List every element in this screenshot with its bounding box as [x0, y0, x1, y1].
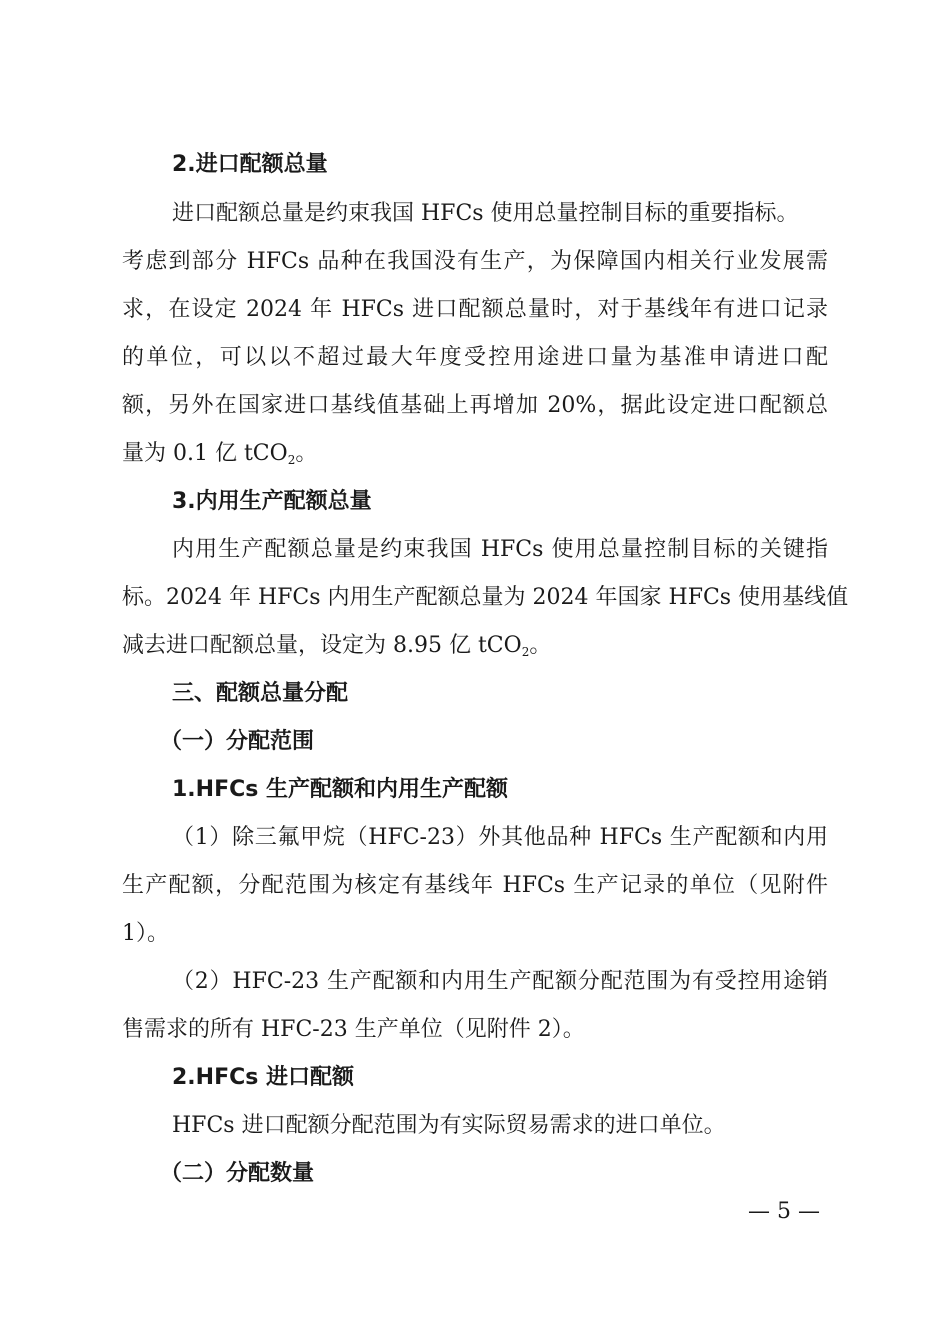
paragraph-text: HFCs 进口配额分配范围为有实际贸易需求的进口单位。 [172, 1113, 726, 1138]
text-run: 量为 0.1 亿 tCO [122, 441, 288, 466]
paragraph-text: （2）HFC-23 生产配额和内用生产配额分配范围为有受控用途销 [172, 969, 828, 994]
paragraph-line [0, 814, 950, 862]
paragraph-text: 考虑到部分 HFCs 品种在我国没有生产，为保障国内相关行业发展需 [122, 249, 828, 274]
paragraph-line [0, 526, 950, 574]
paragraph-line [0, 190, 950, 238]
paragraph-text: 的单位，可以以不超过最大年度受控用途进口量为基准申请进口配 [122, 345, 828, 370]
paragraph-line [0, 286, 950, 334]
heading-import-quota: 2.HFCs 进口配额 [172, 1065, 355, 1090]
paragraph-line [0, 334, 950, 382]
paragraph-line [0, 574, 950, 622]
subscript: 2 [521, 645, 530, 659]
section-heading [0, 766, 950, 814]
paragraph-line [0, 430, 950, 478]
paragraph-text [122, 430, 317, 478]
paragraph-text: （1）除三氟甲烷（HFC-23）外其他品种 HFCs 生产配额和内用 [172, 825, 828, 850]
paragraph-line [0, 1102, 950, 1150]
section-heading [0, 1150, 950, 1198]
paragraph-text: 标。2024 年 HFCs 内用生产配额总量为 2024 年国家 HFCs 使用基线值 [122, 585, 849, 610]
paragraph-text: 内用生产配额总量是约束我国 HFCs 使用总量控制目标的关键指 [172, 537, 828, 562]
heading-allocation-amount: （二）分配数量 [160, 1161, 315, 1186]
section-heading [0, 718, 950, 766]
paragraph-line [0, 862, 950, 910]
section-heading [0, 141, 950, 189]
heading-internal-quota-total: 3.内用生产配额总量 [172, 489, 372, 514]
page-number: — 5 — [748, 1199, 820, 1224]
section-heading [0, 670, 950, 718]
paragraph-text [122, 622, 551, 670]
paragraph-text: 额，另外在国家进口基线值基础上再增加 20%，据此设定进口配额总 [122, 393, 828, 418]
paragraph-text: 1）。 [122, 921, 169, 946]
heading-import-quota-total: 2.进口配额总量 [172, 152, 328, 177]
paragraph-text: 求，在设定 2024 年 HFCs 进口配额总量时，对于基线年有进口记录 [122, 297, 828, 322]
text-run: 减去进口配额总量，设定为 8.95 亿 tCO [122, 633, 522, 658]
paragraph-line [0, 238, 950, 286]
paragraph-line [0, 910, 950, 958]
text-run: 。 [295, 441, 318, 466]
section-heading [0, 478, 950, 526]
heading-production-quota: 1.HFCs 生产配额和内用生产配额 [172, 777, 509, 802]
heading-allocation-scope: （一）分配范围 [160, 729, 315, 754]
paragraph-text: 生产配额，分配范围为核定有基线年 HFCs 生产记录的单位（见附件 [122, 873, 828, 898]
paragraph-text: 进口配额总量是约束我国 HFCs 使用总量控制目标的重要指标。 [172, 201, 799, 226]
paragraph-line [0, 622, 950, 670]
paragraph-line [0, 1006, 950, 1054]
paragraph-text: 售需求的所有 HFC-23 生产单位（见附件 2）。 [122, 1017, 585, 1042]
section-heading [0, 1054, 950, 1102]
subscript: 2 [287, 453, 296, 467]
paragraph-line [0, 382, 950, 430]
paragraph-line [0, 958, 950, 1006]
text-run: 。 [529, 633, 552, 658]
heading-quota-allocation: 三、配额总量分配 [172, 681, 349, 706]
